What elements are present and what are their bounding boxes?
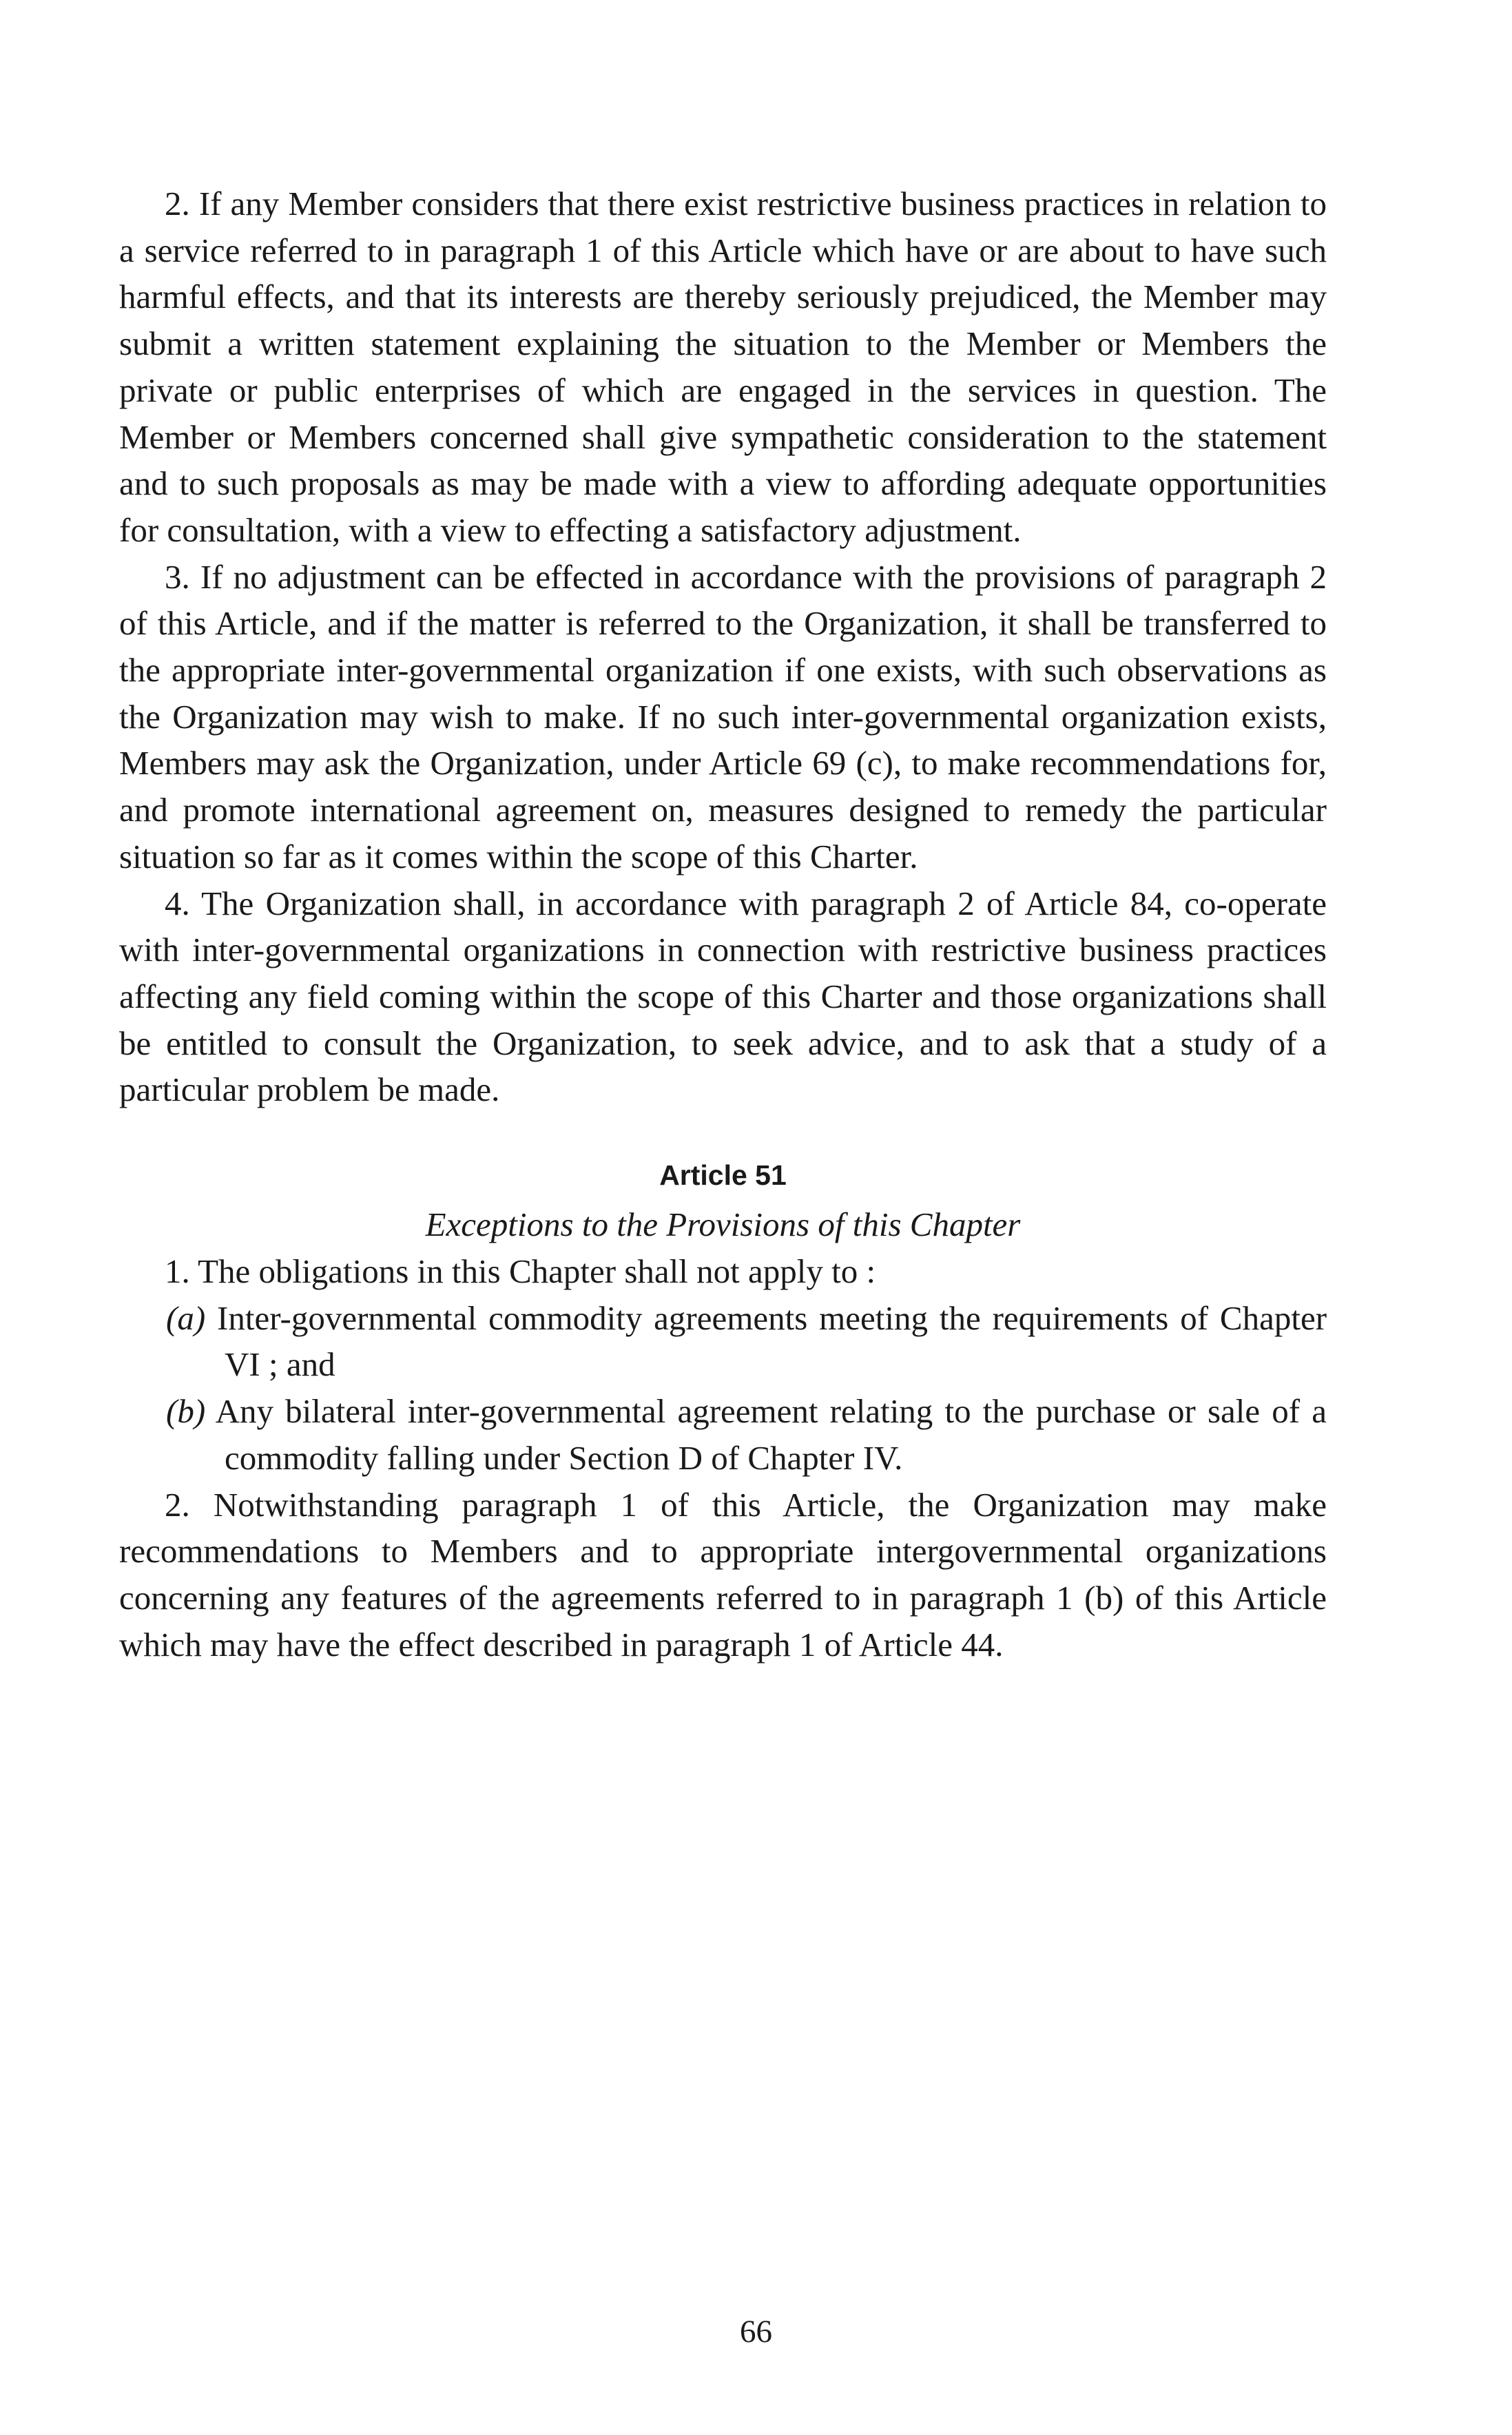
list-item-a-text: Inter-governmental commodity agreements meeting the requirements of Chapter VI ; and — [217, 1298, 1327, 1384]
list-item-b-text: Any bilateral inter-governmental agreement relating to the purchase or sale of a commodity falling under Section D of Chapter IV. — [215, 1392, 1327, 1477]
paragraph-4-cooperation: 4. The Organization shall, in accordance with paragraph 2 of Article 84, co-operate with inter-governmental organizations in connection with restrictive business practices affecting any field coming within the scope of this Charter and those organizations shall be entitled to consult the Organization, to seek advice, and to ask that a study of a particular problem be made. — [119, 884, 1327, 1109]
list-item-b — [119, 1388, 1327, 1481]
list-item-a — [119, 1295, 1327, 1388]
list-item-b-marker: (b) — [166, 1392, 206, 1431]
paragraph-3-adjustment: 3. If no adjustment can be effected in accordance with the provisions of paragraph 2 of this Article, and if the matter is referred to the Organization, it shall be transferred to the appropriate inter-governmental organization if one exists, with such observations as the Organization may wish to make. If no such inter-governmental organization exists, Members may ask the Organization, under Article 69 (c), to make recommendations for, and promote international agreement on, measures designed to remedy the particular situation so far as it comes within the scope of this Charter. — [119, 557, 1327, 875]
page-number: 66 — [740, 2314, 772, 2350]
text-column — [119, 180, 1327, 1668]
paragraph-2-restrictive-practices: 2. If any Member considers that there exist restrictive business practices in relation to a service referred to in paragraph 1 of this Article which have or are about to have such harmful effects, and that its interests are thereby seriously prejudiced, the Member may submit a written statement explaining the situation to the Member or Members the private or public enterprises of which are engaged in the services in question. The Member or Members concerned shall give sympathetic consideration to the statement and to such proposals as may be made with a view to affording adequate opportunities for consultation, with a view to effecting a satisfactory adjustment. — [119, 185, 1327, 549]
article-subheading: Exceptions to the Provisions of this Chapter — [425, 1205, 1021, 1244]
article-51-paragraph-2: 2. Notwithstanding paragraph 1 of this Article, the Organization may make recommendations to Members and to appropriate intergovernmental organizations concerning any features of the agreements referred to in paragraph 1 (b) of this Article which may have the effect described in paragraph 1 of Article 44. — [119, 1485, 1327, 1664]
article-51-paragraph-1: 1. The obligations in this Chapter shall not apply to : — [165, 1252, 876, 1291]
article-heading: Article 51 — [659, 1159, 787, 1192]
section-spacer — [119, 1113, 1327, 1152]
list-item-a-marker: (a) — [166, 1298, 206, 1337]
